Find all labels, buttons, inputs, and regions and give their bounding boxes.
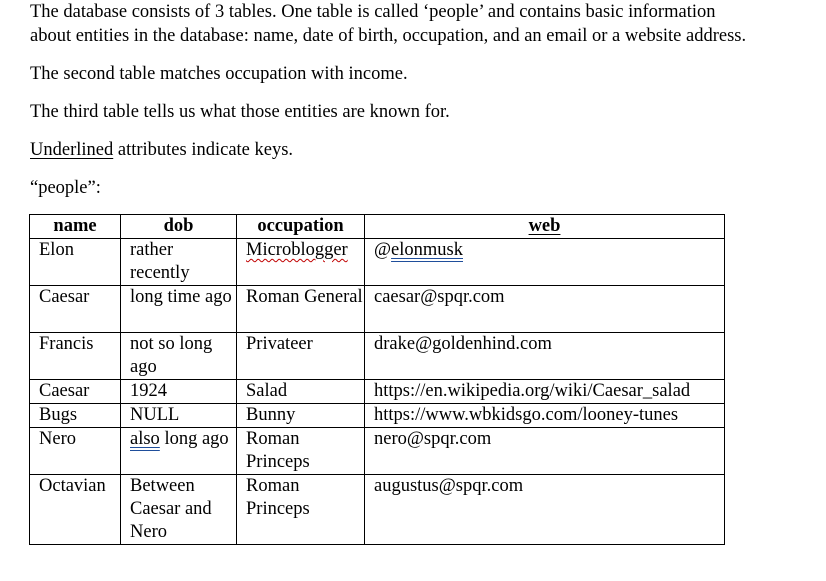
- cell-dob: NULL: [121, 404, 237, 428]
- cell-occupation: Roman Princeps: [237, 475, 365, 545]
- intro-paragraph-line-1: The database consists of 3 tables. One table is called ‘people’ and contains basic information: [30, 2, 716, 22]
- table-row: [30, 428, 725, 475]
- handle-flagged-word: elonmusk: [391, 240, 463, 260]
- people-table: [29, 214, 725, 545]
- table-row: [30, 380, 725, 404]
- cell-occupation: Privateer: [237, 333, 365, 380]
- cell-occupation: Bunny: [237, 404, 365, 428]
- spellcheck-flagged-word: Microblogger: [246, 240, 348, 260]
- cell-name: Caesar: [30, 380, 121, 404]
- cell-web: drake@goldenhind.com: [365, 333, 725, 380]
- table-row: [30, 239, 725, 286]
- header-web-key: web: [365, 215, 725, 239]
- cell-name: Elon: [30, 239, 121, 286]
- cell-web: https://www.wbkidsgo.com/looney-tunes: [365, 404, 725, 428]
- cell-occupation: [237, 239, 365, 286]
- underlined-word: Underlined: [30, 140, 114, 160]
- table-row: [30, 404, 725, 428]
- cell-dob: 1924: [121, 380, 237, 404]
- table-row: [30, 286, 725, 333]
- cell-name: Octavian: [30, 475, 121, 545]
- header-occupation: occupation: [237, 215, 365, 239]
- cell-dob: long time ago: [121, 286, 237, 333]
- cell-occupation: Roman Princeps: [237, 428, 365, 475]
- cell-occupation: Roman General: [237, 286, 365, 333]
- cell-dob-rest: long ago: [159, 429, 229, 449]
- header-dob: dob: [121, 215, 237, 239]
- cell-dob: not so long ago: [121, 333, 237, 380]
- people-table-caption: “people”:: [30, 178, 101, 198]
- cell-dob: Between Caesar and Nero: [121, 475, 237, 545]
- keys-note-paragraph: [30, 139, 293, 162]
- handle-prefix: @: [374, 240, 392, 260]
- table-row: [30, 475, 725, 545]
- cell-name: Caesar: [30, 286, 121, 333]
- cell-web: caesar@spqr.com: [365, 286, 725, 333]
- third-table-paragraph: The third table tells us what those entities are known for.: [30, 102, 450, 122]
- cell-web: augustus@spqr.com: [365, 475, 725, 545]
- second-table-paragraph: The second table matches occupation with income.: [30, 64, 408, 84]
- cell-name: Bugs: [30, 404, 121, 428]
- cell-web: nero@spqr.com: [365, 428, 725, 475]
- table-row: [30, 333, 725, 380]
- header-name: name: [30, 215, 121, 239]
- intro-paragraph-line-2: about entities in the database: name, date of birth, occupation, and an email or a website address.: [30, 26, 747, 46]
- cell-dob: [121, 428, 237, 475]
- cell-web: https://en.wikipedia.org/wiki/Caesar_salad: [365, 380, 725, 404]
- cell-name: Francis: [30, 333, 121, 380]
- table-header-row: [30, 215, 725, 239]
- cell-name: Nero: [30, 428, 121, 475]
- cell-web: [365, 239, 725, 286]
- cell-dob: rather recently: [121, 239, 237, 286]
- grammar-flagged-word: also: [130, 429, 160, 449]
- cell-occupation: Salad: [237, 380, 365, 404]
- keys-note-rest: attributes indicate keys.: [113, 140, 294, 160]
